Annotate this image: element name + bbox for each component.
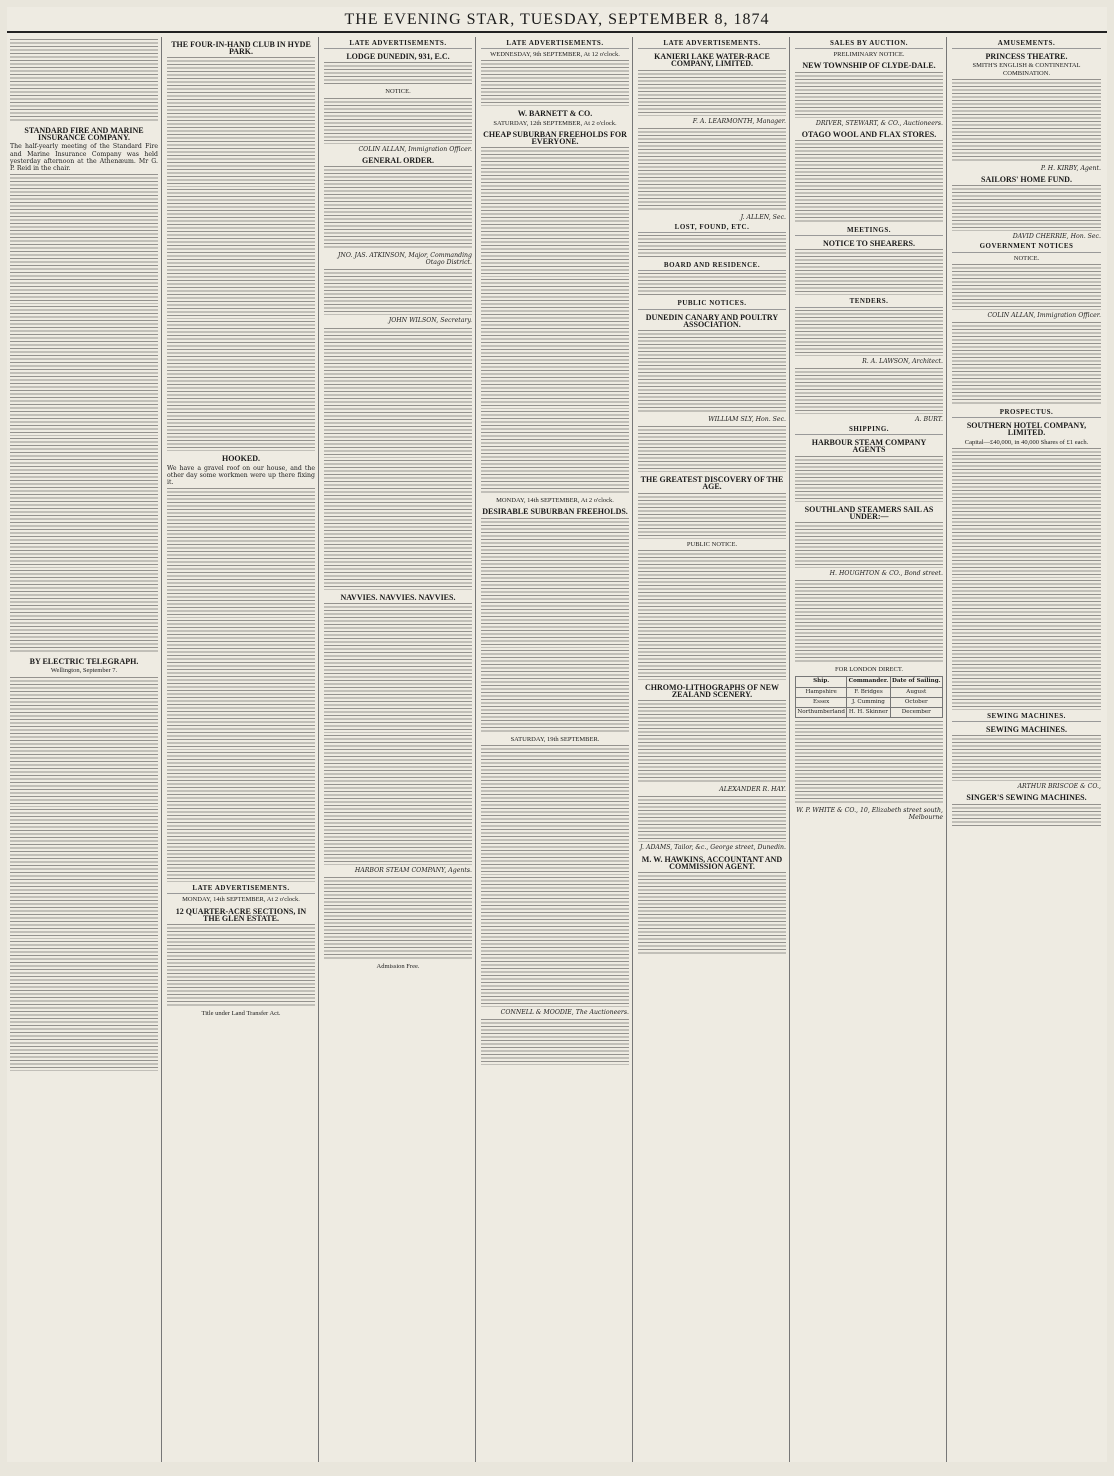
text-block [324,877,472,961]
masthead: THE EVENING STAR, TUESDAY, SEPTEMBER 8, 1874 [7,11,1107,33]
ad-heading: OTAGO WOOL AND FLAX STORES. [801,129,937,139]
ad-signature: F. A. LEARMONTH, Manager. [692,117,786,125]
ad-line: WEDNESDAY, 9th SEPTEMBER, At 12 o'clock. [490,51,620,59]
ad-signature: WILLIAM SLY, Hon. Sec. [708,416,786,424]
text-block [10,941,158,1071]
table-row [796,708,943,718]
ad-signature: A. BURT. [915,415,943,423]
section-heading: PROSPECTUS. [952,409,1101,418]
ad-heading: SOUTHERN HOTEL COMPANY, LIMITED. [966,421,1087,438]
table-row [796,697,943,707]
text-block [481,147,629,277]
table-header: Date of Sailing. [890,677,942,687]
ad-signature: HARBOR STEAM COMPANY, Agents. [354,866,472,874]
text-block [324,603,472,733]
text-block [324,62,472,86]
ad-heading: CHEAP SUBURBAN FREEHOLDS FOR EVERYONE. [483,129,627,147]
section-heading: SEWING MACHINES. [952,713,1101,722]
column-4 [478,37,633,1462]
section-heading: SHIPPING. [795,426,943,435]
text-block [795,249,943,295]
text-block [795,456,943,502]
ad-line: Capital—£40,000, in 40,000 Shares of £1 each. [964,438,1089,446]
table-cell: J. Cumming [847,697,890,707]
ad-line: SATURDAY, 12th SEPTEMBER, At 2 o'clock. [493,119,617,127]
ad-heading: DUNEDIN CANARY AND POULTRY ASSOCIATION. [645,312,779,329]
section-heading: LATE ADVERTISEMENTS. [324,40,472,49]
ad-signature: DAVID CHERRIE, Hon. Sec. [1012,233,1101,241]
section-heading: AMUSEMENTS. [952,40,1101,49]
ad-line: MONDAY, 14th SEPTEMBER, At 2 o'clock. [182,896,300,904]
text-block [795,368,943,414]
text-block [10,174,158,304]
ad-line: SATURDAY, 19th SEPTEMBER. [510,735,600,743]
text-block [638,796,786,842]
section-heading: PUBLIC NOTICES. [638,300,786,309]
column-5 [635,37,790,1462]
ad-heading: THE GREATEST DISCOVERY OF THE AGE. [640,475,784,492]
ad-heading: PUBLIC NOTICE. [686,540,738,548]
text-block [638,872,786,956]
text-block [167,924,315,1008]
text-block [795,140,943,224]
text-block [952,735,1101,781]
text-block [795,721,943,805]
text-block [167,189,315,319]
text-block [167,620,315,750]
column-7 [949,37,1104,1462]
column-2 [164,37,319,1462]
text-block [481,411,629,495]
ad-subheading: SMITH'S ENGLISH & CONTINENTAL COMBINATION. [972,62,1081,77]
text-block [481,877,629,1007]
column-3 [321,37,476,1462]
text-block [638,550,786,680]
ad-signature: H. HOUGHTON & CO., Bond street. [829,570,943,578]
shipping-table [795,676,943,718]
ad-signature: DRIVER, STEWART, & CO., Auctioneers. [815,119,943,127]
article-heading: BY ELECTRIC TELEGRAPH. [29,657,139,667]
table-cell: October [890,697,942,707]
text-block [638,426,786,472]
ad-signature: W. P. WHITE & CO., 10, Elizabeth street south, Melbourne [796,807,943,822]
table-cell: December [890,708,942,718]
text-block [952,804,1101,828]
ad-heading: M. W. HAWKINS, ACCOUNTANT AND COMMISSION AGENT. [641,854,783,871]
ad-signature: JOHN WILSON, Secretary. [388,317,472,325]
table-row [796,687,943,697]
table-cell: H. H. Skinner [847,708,890,718]
ad-signature: JNO. JAS. ATKINSON, Major, Commanding Otago District. [337,252,472,267]
article-heading: STANDARD FIRE AND MARINE INSURANCE COMPANY. [24,126,144,143]
ad-heading: PRINCESS THEATRE. [985,52,1068,62]
ad-signature: ARTHUR BRISCOE & CO., [1017,783,1101,791]
text-block [795,580,943,664]
table-cell: Hampshire [796,687,847,697]
ad-heading: HARBOUR STEAM COMPANY AGENTS [811,438,927,455]
columns [7,37,1107,1462]
column-6 [792,37,947,1462]
text-block [167,321,315,451]
ad-signature: COLIN ALLAN, Immigration Officer. [358,145,472,153]
ad-heading: SINGER'S SEWING MACHINES. [966,793,1087,803]
text-block [952,185,1101,231]
table-cell: Essex [796,697,847,707]
text-block [638,493,786,539]
ad-signature: COLIN ALLAN, Immigration Officer. [987,311,1101,319]
text-block [10,809,158,939]
text-block [952,580,1101,710]
ad-footer: Admission Free. [376,963,420,971]
text-block [481,279,629,409]
ad-signature: J. ADAMS, Tailor, &c., George street, Dunedin. [640,844,786,852]
ad-signature: CONNELL & MOODIE, The Auctioneers. [500,1008,629,1016]
ad-line: MONDAY, 14th SEPTEMBER, At 2 o'clock. [496,497,614,505]
text-block [952,264,1101,310]
section-heading: LOST, FOUND, ETC. [638,224,786,233]
ad-heading: 12 QUARTER-ACRE SECTIONS, IN THE GLEN ESTATE. [175,906,307,923]
ad-heading: NEW TOWNSHIP OF CLYDE-DALE. [802,61,936,71]
ad-heading: FOR LONDON DIRECT. [835,666,903,674]
section-heading: BOARD AND RESIDENCE. [638,262,786,271]
ad-heading: GENERAL ORDER. [361,155,434,165]
ad-footer: Title under Land Transfer Act. [201,1010,281,1018]
section-heading: TENDERS. [795,298,943,307]
ad-heading: W. BARNETT & CO. [517,109,593,119]
text-block [795,522,943,568]
section-heading: LATE ADVERTISEMENTS. [481,40,629,49]
text-block [952,322,1101,406]
ad-heading: NOTICE. [1013,254,1040,262]
text-block [638,273,786,297]
text-block [638,330,786,414]
column-1 [7,37,162,1462]
text-block [481,1019,629,1065]
ad-heading: LODGE DUNEDIN, 931, E.C. [346,52,450,62]
section-heading: MEETINGS. [795,227,943,236]
text-block [481,60,629,106]
ad-heading: KANIERI LAKE WATER-RACE COMPANY, LIMITED. [654,52,770,69]
text-block [324,98,472,144]
ad-heading: NOTICE TO SHEARERS. [823,239,915,249]
article-lead: The half-yearly meeting of the Standard Fire and Marine Insurance Company was held yesterday afternoon at the Athenæum. Mr G. P. Reid in the chair. [10,143,158,173]
ad-signature: ALEXANDER R. HAY. [719,786,786,794]
ad-signature: R. A. LAWSON, Architect. [862,357,943,365]
text-block [10,438,158,568]
text-block [324,328,472,458]
text-block [481,745,629,875]
table-header-row [796,677,943,687]
ad-line: PRELIMINARY NOTICE. [833,51,905,59]
ad-heading: SOUTHLAND STEAMERS SAIL AS UNDER:— [804,504,934,521]
text-block [167,57,315,187]
text-block [10,306,158,436]
table-cell: Northumberland [796,708,847,718]
ad-heading: SAILORS' HOME FUND. [981,175,1072,185]
ad-heading: DESIRABLE SUBURBAN FREEHOLDS. [482,507,628,517]
ad-heading: CHROMO-LITHOGRAPHS OF NEW ZEALAND SCENERY. [645,682,779,700]
text-block [638,70,786,116]
article-heading: THE FOUR-IN-HAND CLUB IN HYDE PARK. [171,40,311,57]
text-block [638,235,786,259]
ad-heading: NAVVIES. NAVVIES. NAVVIES. [340,592,456,602]
text-block [324,460,472,590]
table-header: Ship. [796,677,847,687]
text-block [795,72,943,118]
text-block [324,269,472,315]
ad-heading: NOTICE. [385,88,411,96]
section-heading: SALES BY AUCTION. [795,40,943,49]
text-block [952,448,1101,578]
ad-signature: P. H. KIRBY, Agent. [1040,164,1101,172]
ad-signature: J. ALLEN, Sec. [740,213,786,221]
article-lead: We have a gravel roof on our house, and the other day some workmen were up there fixing it. [167,464,315,487]
text-block [167,488,315,618]
text-block [324,166,472,250]
text-block [481,518,629,648]
section-heading: GOVERNMENT NOTICES [952,243,1101,252]
table-cell: August [890,687,942,697]
text-block [638,128,786,212]
text-block [10,39,158,123]
text-block [10,677,158,807]
text-block [795,310,943,356]
text-block [638,700,786,784]
text-block [167,752,315,882]
text-block [324,735,472,865]
text-block [10,570,158,654]
dateline: Wellington, September 7. [50,667,118,675]
section-heading: LATE ADVERTISEMENTS. [167,885,315,894]
text-block [952,79,1101,163]
table-cell: F. Bridges [847,687,890,697]
text-block [481,650,629,734]
ad-heading: SEWING MACHINES. [986,725,1067,735]
section-heading: LATE ADVERTISEMENTS. [638,40,786,49]
table-header: Commander. [847,677,890,687]
article-heading: HOOKED. [221,454,260,464]
newspaper-page [7,7,1107,1462]
